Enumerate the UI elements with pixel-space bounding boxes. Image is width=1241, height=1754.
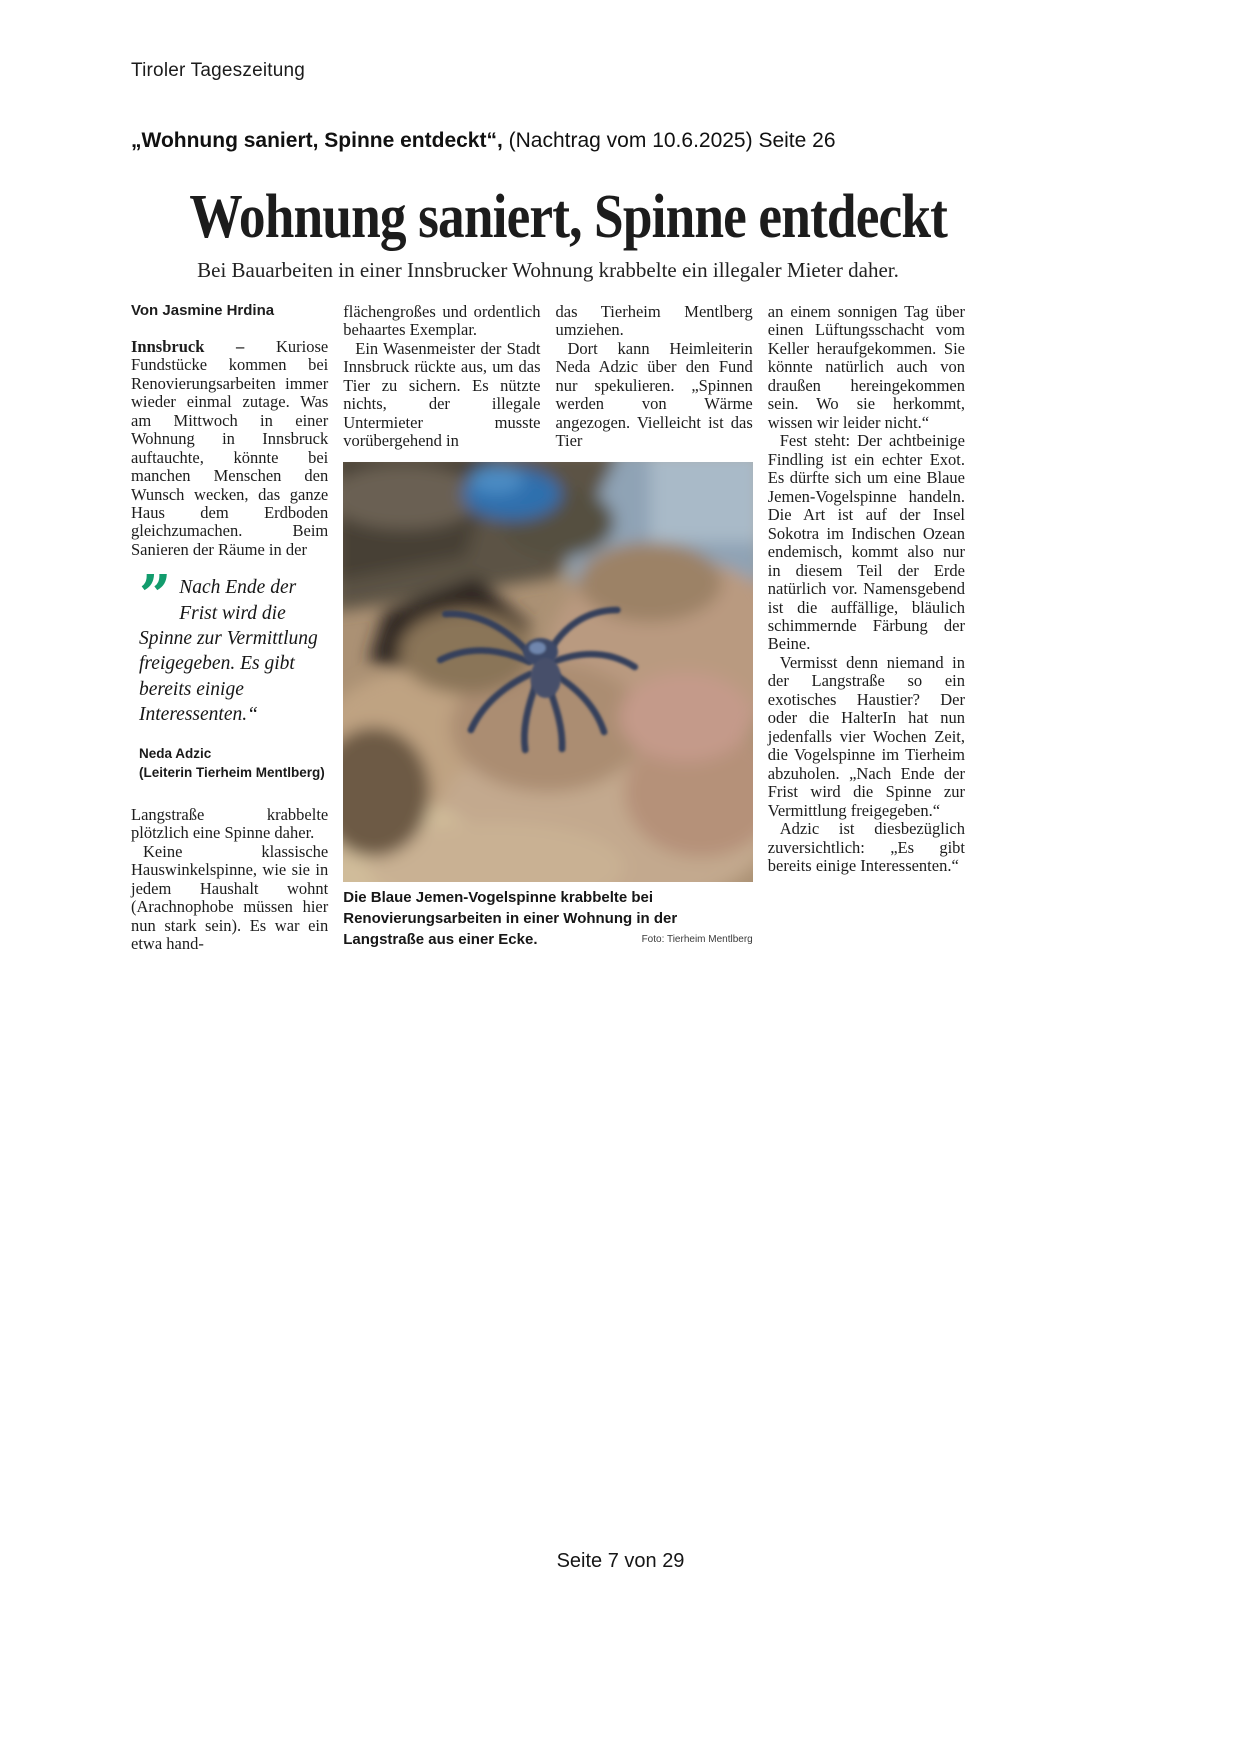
paragraph: das Tierheim Mentlberg umziehen. — [555, 302, 753, 340]
photo-credit: Foto: Tierheim Mentlberg — [641, 934, 753, 946]
paragraph: Langstraße krabbelte plötzlich eine Spinne daher. — [131, 804, 329, 843]
article-figure — [343, 462, 753, 953]
paragraph: Ein Wasenmeister der Stadt Innsbruck rückte aus, um das Tier zu sichern. Es nützte nichts, der illegale Untermieter musste vorübergehend in — [343, 338, 541, 451]
paragraph: Fest steht: Der achtbeinige Findling ist ein echter Exot. Es dürfte sich um eine Blaue Jemen-Vogelspinne handeln. Die Art ist auf der Insel Sokotra im Indischen Ozean endemisch, kommt also nur in diesem Teil der Erde natürlich vor. Namensgebend ist die auffällige, bläulich schimmernde Färbung der Beine. — [767, 431, 965, 654]
quote-author: Neda Adzic — [139, 746, 212, 762]
paragraph: Dort kann Heimleiterin Neda Adzic über den Fund nur spekulieren. „Spinnen werden von Wärme angezogen. Vielleicht ist das Tier — [555, 338, 753, 451]
paragraph: flächengroßes und ordentlich behaartes Exemplar. — [343, 302, 541, 340]
paragraph: Vermisst denn niemand in der Langstraße so ein exotisches Haustier? Der oder die HalterIn hat nun jedenfalls vier Wochen Zeit, die Vogelspinne im Tierheim abzuholen. „Nach Ende der Frist wird die Spinne zur Vermittlung freigegeben.“ — [767, 652, 965, 820]
paragraph: Adzic ist diesbezüglich zuversichtlich: „Es gibt bereits einige Interessenten.“ — [767, 819, 965, 876]
paragraph: Keine klassische Hauswinkelspinne, wie sie in jedem Haushalt wohnt (Arachnophobe müssen hier nun stark sein). Es war ein etwa hand- — [131, 841, 329, 954]
paragraph-text: Kuriose Fundstücke kommen bei Renovierungsarbeiten immer wieder einmal zutage. Was am Mittwoch in einer Wohnung in Innsbruck auftauchte, könnte bei manchen Menschen den Wunsch wecken, das ganze Haus dem Erdboden gleichzumachen. Beim Sanieren der Räume in der — [131, 336, 329, 559]
column-3 — [556, 303, 753, 454]
caption-text: Die Blaue Jemen-Vogelspinne krabbelte bei Renovierungsarbeiten in einer Wohnung in der Langstraße aus einer Ecke. — [343, 889, 678, 949]
article-reference-line — [131, 129, 836, 153]
quote-author-role: (Leiterin Tierheim Mentlberg) — [139, 764, 325, 780]
pull-quote-text: Nach Ende der Frist wird die Spinne zur Vermittlung freigegeben. Es gibt bereits einige Interessenten.“ — [139, 577, 318, 726]
reference-meta: (Nachtrag vom 10.6.2025) Seite 26 — [502, 129, 836, 152]
article — [131, 183, 965, 954]
byline: Von Jasmine Hrdina — [131, 302, 275, 319]
quote-icon: ” — [139, 563, 172, 630]
article-columns — [131, 303, 965, 954]
column-4 — [768, 303, 965, 954]
photo-caption — [343, 887, 753, 950]
article-headline: Wohnung saniert, Spinne entdeckt — [189, 183, 948, 251]
pull-quote — [139, 563, 326, 727]
paragraph: an einem sonnigen Tag über einen Lüftungsschacht vom Keller heraufgekommen. Sie könnte natürlich auch von draußen hereingekommen sein. Wo sie herkommt, wissen wir leider nicht.“ — [767, 302, 965, 432]
column-1 — [131, 303, 328, 954]
reference-title: „Wohnung saniert, Spinne entdeckt“, — [131, 129, 503, 152]
article-subheadline: Bei Bauarbeiten in einer Innsbrucker Wohnung krabbelte ein illegaler Mieter daher. — [197, 258, 899, 282]
column-2 — [343, 303, 540, 454]
dateline: Innsbruck – — [131, 336, 245, 356]
page-number-footer: Seite 7 von 29 — [556, 1550, 685, 1572]
tarantula-terrarium-photo — [343, 462, 753, 882]
masthead: Tiroler Tageszeitung — [131, 60, 306, 81]
paragraph — [131, 338, 328, 560]
quote-attribution — [139, 745, 328, 781]
